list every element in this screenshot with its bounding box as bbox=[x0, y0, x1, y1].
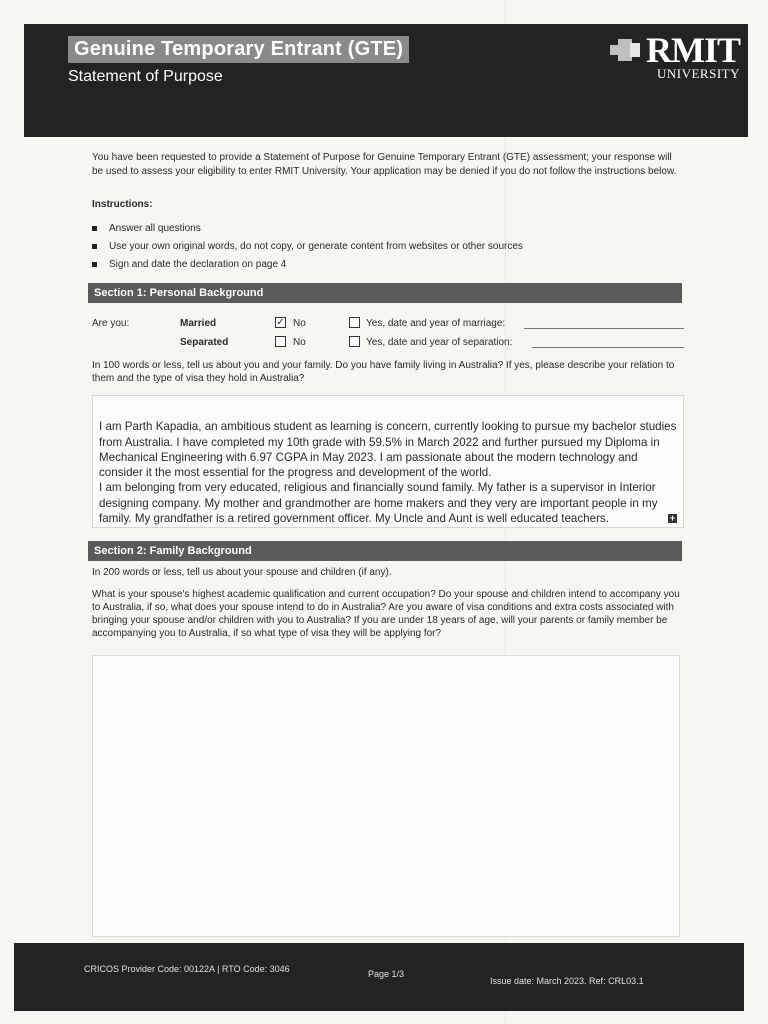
section-2-question-intro: In 200 words or less, tell us about your spouse and children (if any). bbox=[92, 567, 392, 578]
bullet-icon bbox=[92, 244, 97, 249]
logo-wordmark: RMIT bbox=[646, 30, 740, 70]
married-yes-label: Yes, date and year of marriage: bbox=[366, 318, 506, 329]
section-1-header: Section 1: Personal Background bbox=[88, 283, 682, 303]
bullet-icon bbox=[92, 226, 97, 231]
instruction-text: Answer all questions bbox=[109, 222, 201, 234]
marriage-date-field[interactable] bbox=[524, 328, 684, 329]
checkmark-icon: ✓ bbox=[276, 317, 285, 328]
separated-yes-checkbox[interactable] bbox=[349, 336, 360, 347]
logo-subtext: UNIVERSITY bbox=[657, 66, 740, 81]
are-you-label: Are you: bbox=[92, 318, 130, 329]
issue-date: Issue date: March 2023. Ref: CRL03.1 bbox=[490, 976, 644, 986]
bullet-icon bbox=[92, 262, 97, 267]
section-2-question-detail: What is your spouse's highest academic qualification and current occupation? Do your spouse and children intend to accompany you to Australia, if so, what does your spouse intend to do in Australia? Are you aware of visa conditions and extra costs associated with bringing your spouse and/or children with you to Australia? If you are under 18 years of age, will your parents or family member be accompanying you to Australia, if so what type of visa they will be applying for? bbox=[92, 589, 680, 639]
separated-yes-label: Yes, date and year of separation: bbox=[366, 337, 513, 348]
document-title: Genuine Temporary Entrant (GTE) bbox=[68, 36, 409, 63]
rmit-pixel-mark-icon bbox=[610, 37, 640, 63]
separated-label: Separated bbox=[180, 337, 229, 348]
page-footer bbox=[14, 943, 744, 1011]
section-2-answer-field[interactable] bbox=[92, 655, 680, 937]
section-1-answer-field[interactable] bbox=[92, 395, 684, 528]
section-2-header: Section 2: Family Background bbox=[88, 541, 682, 561]
section-1-question: In 100 words or less, tell us about you and your family. Do you have family living in Australia? If yes, please describe your relation to them and the type of visa they hold in Australia? bbox=[92, 360, 675, 384]
intro-text: You have been requested to provide a Statement of Purpose for Genuine Temporary Entrant (GTE) assessment; your response will be used to assess your eligibility to enter RMIT University. Your application may be denied if you do not follow the instructions below. bbox=[92, 152, 677, 177]
married-yes-checkbox[interactable] bbox=[349, 317, 360, 328]
document-subtitle: Statement of Purpose bbox=[68, 68, 223, 85]
instruction-text: Use your own original words, do not copy, or generate content from websites or other sources bbox=[109, 240, 523, 252]
list-item bbox=[92, 255, 523, 273]
separated-no-checkbox[interactable] bbox=[275, 336, 286, 347]
separated-no-label: No bbox=[293, 337, 306, 348]
page-number: Page 1/3 bbox=[368, 969, 405, 979]
expand-plus-icon[interactable]: + bbox=[669, 513, 676, 523]
married-no-label: No bbox=[293, 318, 306, 329]
married-label: Married bbox=[180, 318, 217, 329]
separation-date-field[interactable] bbox=[532, 347, 684, 348]
instruction-text: Sign and date the declaration on page 4 bbox=[109, 258, 287, 270]
provider-codes: CRICOS Provider Code: 00122A | RTO Code: 3046 bbox=[84, 964, 290, 974]
list-item bbox=[92, 219, 523, 237]
married-no-checkbox[interactable] bbox=[275, 317, 286, 328]
instructions-heading: Instructions: bbox=[92, 199, 153, 210]
list-item bbox=[92, 237, 523, 255]
section-1-answer-text: I am Parth Kapadia, an ambitious student as learning is concern, currently looking to pursue my bachelor studies from Australia. I have completed my 10th grade with 59.5% in March 2022 and further pursued my Diploma in Mechanical Engineering with 6.97 CGPA in May 2023. I am passionate about the modern technology and consider it the most essential for the progress and development of the world. I am belonging from very educated, religious and financially sound family. My father is a supervisor in Interior designing company. My mother and grandmother are home makers and they very are important people in my family. My grandfather is a retired government officer. My Uncle and Aunt is well educated teachers. bbox=[99, 420, 677, 526]
rmit-logo bbox=[610, 32, 740, 82]
instructions-list bbox=[92, 219, 523, 273]
